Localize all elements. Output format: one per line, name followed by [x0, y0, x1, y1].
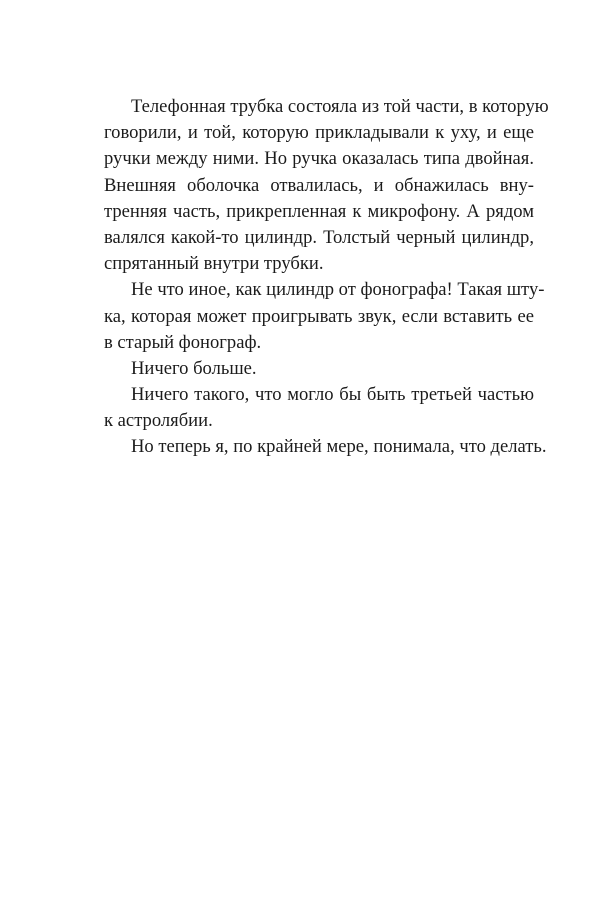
text-line: валялся какой-то цилиндр. Толстый черный цилиндр,: [104, 226, 534, 248]
paragraph-2: [104, 277, 545, 356]
text-line: Ничего такого, что могло бы быть третьей частью: [131, 384, 534, 406]
body-text: [104, 94, 549, 461]
text-line: Ничего больше.: [131, 357, 257, 379]
paragraph-1: [104, 94, 549, 277]
text-line: Внешняя оболочка отвалилась, и обнажилась вну-: [104, 174, 534, 196]
text-line: спрятанный внутри трубки.: [104, 253, 324, 275]
paragraph-4: [104, 382, 534, 434]
text-line: Не что иное, как цилиндр от фонографа! Такая шту-: [131, 279, 545, 301]
paragraph-3: [104, 356, 534, 382]
text-line: в старый фонограф.: [104, 331, 262, 353]
text-line: ручки между ними. Но ручка оказалась типа двойная.: [104, 148, 534, 170]
text-line: тренняя часть, прикрепленная к микрофону. А рядом: [104, 200, 534, 222]
text-line: Телефонная трубка состояла из той части, в которую: [131, 96, 549, 117]
text-line: ка, которая может проигрывать звук, если вставить ее: [104, 305, 534, 327]
paragraph-5: [104, 434, 547, 460]
text-line: Но теперь я, по крайней мере, понимала, что делать.: [131, 436, 547, 458]
text-line: к астролябии.: [104, 410, 213, 432]
text-line: говорили, и той, которую прикладывали к уху, и еще: [104, 122, 534, 144]
